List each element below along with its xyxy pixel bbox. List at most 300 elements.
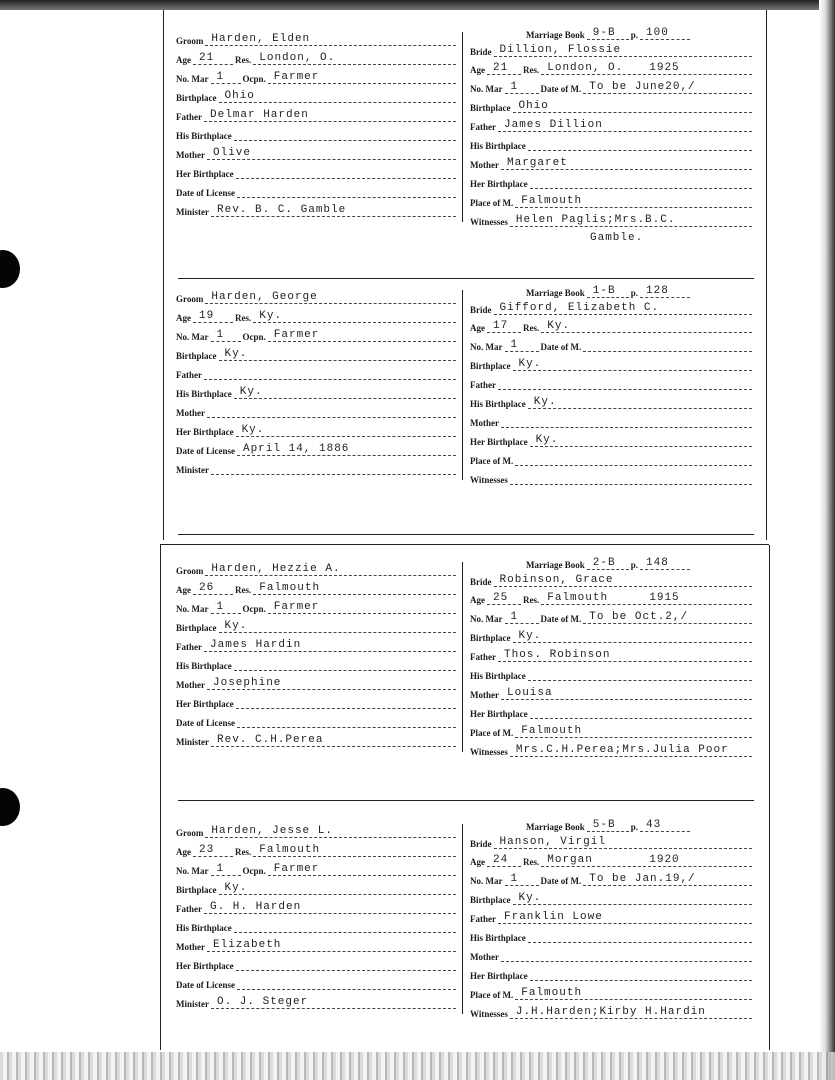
bride-row [470,816,754,832]
bride-row [470,889,754,905]
his-birthplace-label: His Birthplace [176,661,232,671]
marriage-year-line [643,592,752,605]
mother-label: Mother [470,160,499,170]
groom-row [176,822,458,838]
groom-label: Groom [176,294,204,304]
bride-age: 17 [493,320,509,332]
groom-his-birthplace-line [234,658,456,671]
bride-number-of-marriages: 1 [510,873,519,885]
groom-row [176,655,458,671]
groom-name-line [205,291,456,304]
groom-column [176,30,458,230]
no-mar-label: No. Mar [176,604,209,614]
page-label: p. [630,288,639,298]
groom-row [176,182,458,198]
bride-name: Dillion, Flossie [499,44,622,56]
bride-row [470,154,754,170]
bride-row [470,299,754,315]
no-mar-label: No. Mar [470,614,503,624]
groom-age: 19 [199,310,215,322]
father-label: Father [176,904,202,914]
bride-row [470,870,754,886]
groom-row [176,440,458,456]
groom-birthplace-line [219,620,457,633]
groom-row [176,125,458,141]
groom-occupation: Farmer [273,71,320,83]
groom-minister-line [211,204,456,217]
groom-father: Delmar Harden [210,109,309,121]
bride-name: Hanson, Virgil [499,836,606,848]
bride-row [470,646,754,662]
groom-her-birthplace-line [236,696,456,709]
occupation-label: Ocpn. [242,604,266,614]
birthplace-label: Birthplace [176,623,217,633]
birthplace-label: Birthplace [176,885,217,895]
bride-row [470,571,754,587]
card-right-border-lower [769,545,770,1050]
groom-number-of-marriages-line [211,329,241,342]
bride-row [470,927,754,943]
date-of-marriage-line [583,611,752,624]
bride-number-of-marriages-line [505,873,539,886]
age-label: Age [176,55,191,65]
groom-residence-line [253,582,456,595]
groom-occupation: Farmer [273,601,320,613]
bride-row [470,665,754,681]
bride-place-of-m-line [515,725,752,738]
groom-mother: Elizabeth [213,939,282,951]
groom-row [176,364,458,380]
bride-her-birthplace: Ky. [535,434,559,446]
groom-mother-line [207,939,456,952]
marriage-book-label: Marriage Book [526,288,585,298]
groom-father: G. H. Harden [210,901,302,913]
bride-father-line [498,911,752,924]
groom-occupation-line [268,863,456,876]
bride-residence-line [541,320,641,333]
bride-residence: Morgan [547,854,593,866]
groom-row [176,617,458,633]
groom-row [176,30,458,46]
bride-row [470,412,754,428]
marriage-book-page: 148 [646,557,669,569]
groom-row [176,579,458,595]
groom-number-of-marriages-line [211,601,241,614]
groom-row [176,326,458,342]
bride-place-of-m: Falmouth [521,195,583,207]
bride-birthplace: Ky. [518,358,542,370]
mother-label: Mother [470,418,499,428]
his-birthplace-label: His Birthplace [176,389,232,399]
bride-birthplace-line [513,100,753,113]
age-label: Age [470,323,485,333]
res-label: Res. [523,323,540,333]
bride-place-of-m-line [515,987,752,1000]
marriage-year-line [643,320,752,333]
birthplace-label: Birthplace [470,633,511,643]
bride-residence: London, O. [547,62,624,74]
bride-mother: Louisa [507,687,553,699]
bride-birthplace: Ky. [518,630,542,642]
date-of-license-label: Date of License [176,188,235,198]
bride-witnesses-line [510,744,752,757]
groom-column [176,288,458,488]
bride-row [470,722,754,738]
groom-row [176,201,458,217]
groom-residence: Falmouth [259,582,321,594]
occupation-label: Ocpn. [242,866,266,876]
her-birthplace-label: Her Birthplace [470,971,528,981]
marriage-book-page-line [640,819,690,832]
bride-mother-line [501,157,752,170]
card-divider [178,800,754,801]
father-label: Father [470,122,496,132]
film-top-edge [0,0,835,10]
groom-age: 26 [199,582,215,594]
groom-row [176,163,458,179]
age-label: Age [470,595,485,605]
bride-place-of-m: Falmouth [521,725,583,737]
minister-label: Minister [176,465,209,475]
groom-label: Groom [176,566,204,576]
groom-column [176,822,458,1022]
bride-row [470,317,754,333]
father-label: Father [176,642,202,652]
bride-age-line [487,592,521,605]
his-birthplace-label: His Birthplace [176,131,232,141]
groom-row [176,731,458,747]
date-of-marriage-label: Date of M. [540,614,582,624]
date-of-marriage-label: Date of M. [540,876,582,886]
groom-her-birthplace-line [236,958,456,971]
groom-his-birthplace: Ky. [239,386,263,398]
groom-date-of-license-line [237,443,456,456]
minister-label: Minister [176,737,209,747]
witnesses-label: Witnesses [470,217,508,227]
bride-row [470,393,754,409]
bride-residence-line [541,592,641,605]
card-divider [178,534,754,535]
birthplace-label: Birthplace [176,93,217,103]
res-label: Res. [523,857,540,867]
mother-label: Mother [176,680,205,690]
groom-row [176,879,458,895]
bride-witnesses: Helen Paglis;Mrs.B.C. [515,214,676,226]
bride-number-of-marriages: 1 [510,339,519,351]
groom-row [176,974,458,990]
card-left-border [163,10,164,540]
place-of-m-label: Place of M. [470,728,514,738]
bride-row [470,946,754,962]
bride-residence-line [541,62,641,75]
groom-his-birthplace-line [234,128,456,141]
bride-number-of-marriages: 1 [510,81,519,93]
bride-age: 21 [493,62,509,74]
her-birthplace-label: Her Birthplace [470,709,528,719]
bride-row [470,116,754,132]
bride-birthplace: Ky. [518,892,542,904]
groom-row [176,955,458,971]
page-label: p. [630,30,639,40]
groom-row [176,288,458,304]
bride-row [470,608,754,624]
bride-row [470,24,754,40]
groom-row [176,674,458,690]
bride-row [470,703,754,719]
groom-mother-line [207,147,456,160]
groom-label: Groom [176,828,204,838]
groom-minister: Rev. B. C. Gamble [217,204,347,216]
bride-row [470,211,754,227]
bride-residence-line [541,854,641,867]
bride-father-line [498,119,752,132]
date-of-marriage: To be Jan.19,/ [589,873,696,885]
bride-age: 25 [493,592,509,604]
column-separator [462,562,463,752]
groom-residence: Falmouth [259,844,321,856]
bride-row [470,135,754,151]
bride-name-line [494,302,753,315]
marriage-book-page-line [640,285,690,298]
groom-her-birthplace-line [236,166,456,179]
bride-her-birthplace-line [530,968,752,981]
bride-row [470,41,754,57]
groom-number-of-marriages-line [211,71,241,84]
groom-occupation: Farmer [273,329,320,341]
date-of-marriage-line [583,339,752,352]
groom-minister-line [211,996,456,1009]
occupation-label: Ocpn. [242,332,266,342]
bride-birthplace-line [513,630,753,643]
bride-column [470,554,754,774]
groom-row [176,598,458,614]
groom-father-line [204,367,456,380]
groom-mother: Josephine [213,677,282,689]
groom-row [176,936,458,952]
mother-label: Mother [176,408,205,418]
occupation-label: Ocpn. [242,74,266,84]
groom-age: 23 [199,844,215,856]
bride-row [470,282,754,298]
bride-row [470,1003,754,1019]
birthplace-label: Birthplace [470,361,511,371]
bride-father: Franklin Lowe [504,911,603,923]
groom-name-line [205,33,456,46]
age-label: Age [470,857,485,867]
place-of-m-label: Place of M. [470,198,514,208]
groom-row [176,49,458,65]
marriage-year-line [643,62,752,75]
groom-age-line [193,52,233,65]
bride-row [470,589,754,605]
marriage-book-page: 43 [646,819,662,831]
res-label: Res. [235,585,252,595]
bride-father-line [498,649,752,662]
date-of-marriage-line [583,81,752,94]
page-label: p. [630,560,639,570]
bride-residence: Ky. [547,320,571,332]
her-birthplace-label: Her Birthplace [176,169,234,179]
marriage-book-page-line [640,27,690,40]
bride-place-of-m: Falmouth [521,987,583,999]
bride-birthplace: Ohio [518,100,549,112]
groom-mother: Olive [213,147,252,159]
groom-row [176,68,458,84]
bride-name-line [494,836,753,849]
bride-her-birthplace-line [530,706,752,719]
groom-birthplace-line [219,90,457,103]
groom-father-line [204,109,456,122]
groom-occupation-line [268,71,456,84]
mother-label: Mother [470,690,499,700]
bride-witnesses-line [510,1006,752,1019]
marriage-book-number: 1-B [592,285,616,297]
groom-her-birthplace-line [236,424,456,437]
card-right-border [766,10,767,540]
groom-row [176,345,458,361]
groom-row [176,993,458,1009]
bride-mother-line [501,415,752,428]
bride-his-birthplace-line [528,138,752,151]
no-mar-label: No. Mar [176,332,209,342]
groom-number-of-marriages: 1 [216,601,225,613]
groom-row [176,841,458,857]
marriage-book-number-line [587,819,629,832]
bride-row [470,741,754,757]
bride-age-line [487,62,521,75]
groom-age-line [193,582,233,595]
groom-row [176,106,458,122]
marriage-book-number: 2-B [592,557,616,569]
birthplace-label: Birthplace [176,351,217,361]
groom-name-line [205,825,456,838]
bride-her-birthplace-line [530,176,752,189]
minister-label: Minister [176,999,209,1009]
groom-date-of-license: April 14, 1886 [242,443,350,455]
mother-label: Mother [470,952,499,962]
groom-date-of-license-line [237,715,456,728]
date-of-license-label: Date of License [176,446,235,456]
film-right-edge [819,0,835,1080]
date-of-marriage: To be Oct.2,/ [589,611,689,623]
marriage-book-number-line [587,27,629,40]
groom-father-line [204,639,456,652]
bride-mother-line [501,687,752,700]
res-label: Res. [235,313,252,323]
bride-mother-line [501,949,752,962]
witnesses-continued: Gamble. [590,232,644,244]
groom-minister: Rev. C.H.Perea [217,734,324,746]
groom-birthplace-line [219,348,457,361]
bride-column [470,282,754,502]
bride-row [470,833,754,849]
marriage-year: 1915 [649,592,680,604]
groom-residence: London, O. [259,52,336,64]
groom-his-birthplace-line [234,920,456,933]
age-label: Age [176,585,191,595]
bride-label: Bride [470,305,492,315]
groom-residence-line [253,310,456,323]
marriage-book-page: 100 [646,27,669,39]
place-of-m-label: Place of M. [470,456,514,466]
groom-row [176,560,458,576]
groom-row [176,917,458,933]
groom-label: Groom [176,36,204,46]
his-birthplace-label: His Birthplace [470,141,526,151]
groom-birthplace: Ohio [224,90,255,102]
bride-label: Bride [470,577,492,587]
marriage-book-number-line [587,285,629,298]
bride-his-birthplace-line [528,396,752,409]
bride-label: Bride [470,839,492,849]
father-label: Father [470,914,496,924]
his-birthplace-label: His Birthplace [470,933,526,943]
column-separator [462,32,463,222]
punch-hole-top [0,250,20,288]
groom-occupation-line [268,329,456,342]
her-birthplace-label: Her Birthplace [470,437,528,447]
groom-row [176,402,458,418]
bride-label: Bride [470,47,492,57]
place-of-m-label: Place of M. [470,990,514,1000]
groom-father-line [204,901,456,914]
groom-residence: Ky. [259,310,283,322]
her-birthplace-label: Her Birthplace [176,961,234,971]
bride-row [470,450,754,466]
marriage-book-label: Marriage Book [526,560,585,570]
bride-his-birthplace-line [528,930,752,943]
bride-father: Thos. Robinson [504,649,611,661]
age-label: Age [176,313,191,323]
card-divider [178,278,754,279]
groom-minister: O. J. Steger [217,996,309,1008]
bride-name-line [494,574,753,587]
bride-name-line [494,44,753,57]
date-of-marriage: To be June20,/ [589,81,696,93]
bride-row [470,984,754,1000]
marriage-book-label: Marriage Book [526,822,585,832]
bride-his-birthplace-line [528,668,752,681]
date-of-marriage-label: Date of M. [540,84,582,94]
bride-witnesses-line [510,214,752,227]
age-label: Age [470,65,485,75]
groom-birthplace: Ky. [224,620,248,632]
marriage-book-page-line [640,557,690,570]
marriage-book-label: Marriage Book [526,30,585,40]
column-separator [462,824,463,1014]
bride-number-of-marriages: 1 [510,611,519,623]
bride-row [470,554,754,570]
groom-number-of-marriages: 1 [216,329,225,341]
res-label: Res. [235,55,252,65]
res-label: Res. [523,595,540,605]
bride-his-birthplace: Ky. [533,396,557,408]
bride-row [470,684,754,700]
bride-row [470,374,754,390]
groom-row [176,860,458,876]
bride-row [470,173,754,189]
bride-father: James Dillion [504,119,603,131]
groom-father: James Hardin [210,639,302,651]
her-birthplace-label: Her Birthplace [176,699,234,709]
bride-column [470,816,754,1036]
groom-age-line [193,310,233,323]
groom-row [176,383,458,399]
birthplace-label: Birthplace [470,895,511,905]
no-mar-label: No. Mar [470,84,503,94]
groom-date-of-license-line [237,977,456,990]
marriage-book-number: 9-B [592,27,616,39]
